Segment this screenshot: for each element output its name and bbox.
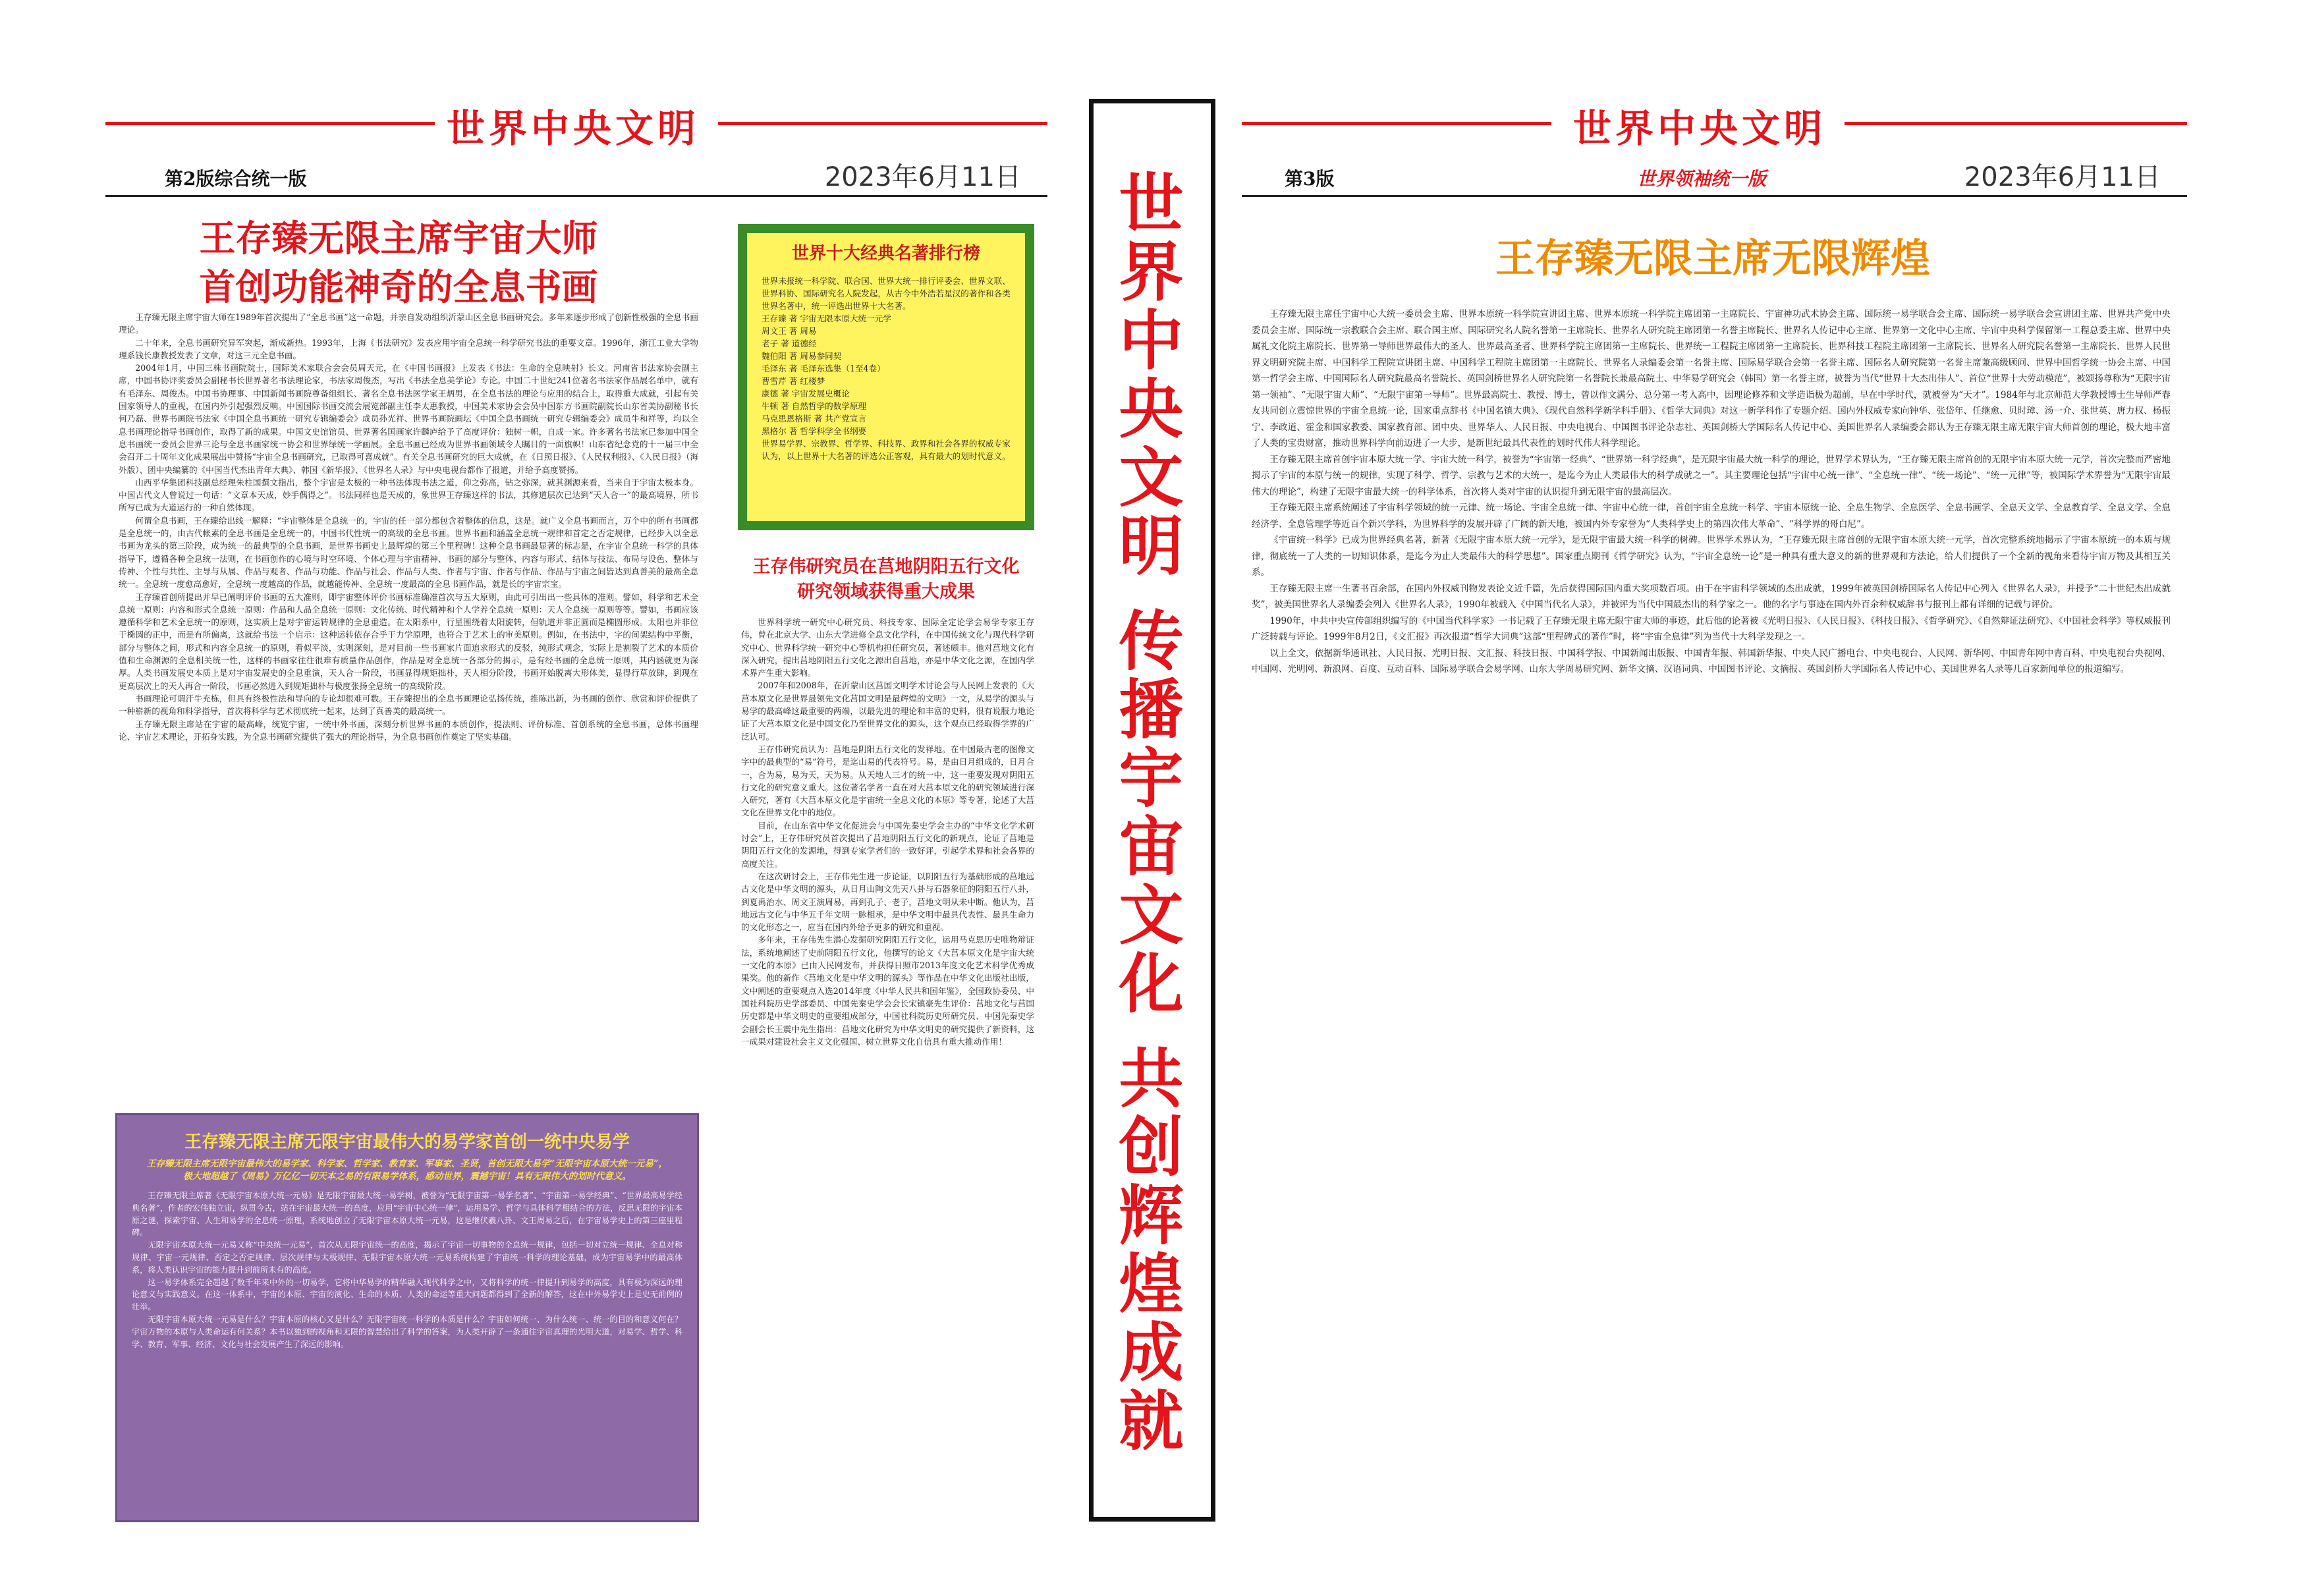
article-paragraph: 1990年，中共中央宣传部组织编写的《中国当代科学家》一书记载了王存臻无限主席无限宇宙大师的事迹，此后他的论著被《光明日报》、《人民日报》、《科技日报》、《哲学研究》、《自然辩证法研究》、《中国社会科学》等权威报刊广泛转载与评论。1999年8月2日，《文汇报》再次报道“哲学大词典”这部“里程碑式的著作”时，将“宇宙全息律”列为当代十大科学发现之一。 [1252, 615, 2171, 642]
left-article-secondary [741, 616, 1034, 1479]
ranking-item: 周文王 著 周易 [762, 326, 817, 336]
article-paragraph: 世界科学统一研究中心研究员、科技专家、国际全定论学会易学专家王存伟，曾在北京大学、山东大学进修全息文化学科，在中国传统文化与现代科学研究中心、世界科学统一研究中心等机构担任研究员，著述颇丰。他对莒地文化有深入研究，提出莒地阴阳五行文化之源出自莒地，亦是中华文化之源，在国内学术界产生重大影响。 [741, 617, 1034, 678]
right-edition-label: 第3版 [1285, 168, 1335, 190]
ranking-item: 牛顿 著 自然哲学的数学原理 [762, 401, 867, 411]
purple-feature-box [115, 1113, 699, 1522]
ranking-box [738, 224, 1034, 530]
ranking-lead: 世界未报统一科学院、联合国、世界大统一排行评委会、世界文联、世界科协、国际研究名人院发起，从古今中外浩若星汉的著作和各类世界名著中，统一评选出世界十大名著。 [762, 276, 1011, 311]
left-masthead-rule-right [718, 122, 1047, 125]
purple-box-title: 王存臻无限主席无限宇宙最伟大的易学家首创一统中央易学 [184, 1132, 630, 1152]
left-masthead-rule-left [105, 122, 435, 125]
right-edition-note: 世界领袖统一版 [1637, 168, 1767, 190]
left-issue-bar [105, 163, 1047, 197]
article-paragraph: 2007年和2008年，在沂蒙山区莒国文明学术讨论会与人民网上发表的《大莒本原文化是世界最领先文化莒国文明是最辉煌的文明》一文，从易学的源头与易学的最高峰这最重要的两端，以最先进的理论和丰富的史料，很有说服力地论证了大莒本原文化是中国文化乃至世界文化的源头，这个观点已经取得学界的广泛认可。 [741, 680, 1034, 742]
left-edition-label: 第2版综合统一版 [165, 168, 307, 190]
right-issue-date: 2023年6月11日 [1964, 162, 2161, 192]
article-paragraph: 王存臻无限主席一生著书百余部，在国内外权威刊物发表论文近千篇，先后获得国际国内重大奖项数百项。由于在宇宙科学领域的杰出成就，1999年被英国剑桥国际名人传记中心列入《世界名人录》，并授予“二十世纪杰出成就奖”，被美国世界名人录编委会列入《世界名人录》，1990年被载入《中国当代名人录》，并被评为当代中国最杰出的科学家之一。他的名字与事迹在国内外百余种权威辞书与报刊上都有详细的记载与评价。 [1252, 583, 2171, 610]
right-masthead-rule-left [1242, 122, 1551, 125]
purple-box-body [117, 1190, 697, 1350]
right-masthead-rule-right [1845, 122, 2187, 125]
ranking-item: 康德 著 宇宙发展史概论 [762, 389, 850, 399]
purple-paragraph: 无限宇宙本原大统一元易又称“中央统一元易”，首次从无限宇宙统一的高度，揭示了宇宙一切事物的全息统一规律，包括一切对立统一规律、全息对称规律、宇宙一元规律、否定之否定规律、层次规律与太极规律、无限宇宙本原大统一元易系统构建了宇宙统一科学的理论基础，成为宇宙易学中的最高体系，将人类认识宇宙的能力提升到前所未有的高度。 [132, 1240, 682, 1275]
right-masthead: 世界中央文明 [1572, 106, 1826, 151]
article-paragraph: 目前，在山东省中华文化促进会与中国先秦史学会主办的“中华文化学术研讨会”上，王存伟研究员首次提出了莒地阴阳五行文化的新观点，论证了莒地是阴阳五行文化的发源地，得到专家学者们的一致好评，引起学术界和社会各界的高度关注。 [741, 820, 1034, 869]
ranking-item: 马克思恩格斯 著 共产党宣言 [762, 414, 867, 424]
article-paragraph: 多年来，王存伟先生潜心发掘研究阴阳五行文化，运用马克思历史唯物辩证法，系统地阐述了史前阴阳五行文化，他撰写的论文《大莒本原文化是宇宙大统一文化的本原》已由人民网发布，并获得日照市2013年度文化艺术科学优秀成果奖。他的新作《莒地文化是中华文明的源头》等作品在中华文化出版社出版，文中阐述的重要观点入选2014年度《中华人民共和国年鉴》，全国政协委员、中国社科院历史学部委员、中国先秦史学会会长宋镇豪先生评价：莒地文化与莒国历史都是中华文明史的重要组成部分，中国社科院历史所研究员、中国先秦史学会副会长王震中先生指出：莒地文化研究为中华文明史的研究提供了新资料，这一成果对建设社会主义文化强国、树立世界文化自信具有重大推动作用！ [741, 935, 1034, 1047]
center-slogan: 世界中央文明 传播宇宙文化 共创辉煌成就 [1107, 169, 1183, 1456]
ranking-item: 黑格尔 著 哲学科学全书纲要 [762, 426, 867, 436]
article-paragraph: 山西平华集团科技副总经理朱柱国撰文指出，整个宇宙是太极的一种书法体现书法之道，仰之弥高，钻之弥深，就其渊源来看，当来自于宇宙太极本身。中国古代文人曾说过一句话：“文章本天成，妙手偶得之”。书法同样也是天成的，象世界王存臻这样的书法，其修道层次已达到“天人合一”的最高境界，所书所写已成为大道运行的一种自然体现。 [119, 477, 698, 513]
left-issue-date: 2023年6月11日 [824, 162, 1021, 192]
ranking-item: 王存臻 著 宇宙无限本原大统一元学 [762, 314, 891, 323]
left-headline-line2: 首创功能神奇的全息书画 [199, 266, 598, 308]
left-headline-line1: 王存臻无限主席宇宙大师 [199, 217, 598, 260]
purple-paragraph: 王存臻无限主席著《无限宇宙本原大统一元易》是无限宇宙最大统一易学树，被誉为“无限宇宙第一易学名著”、“宇宙第一易学经典”、“世界最高易学经典名著”，作者的宏伟独立宙，纵贯今古，站在宇宙最大统一的高度，应用“宇宙中心统一律”，运用易学、哲学与具体科学相结合的方法，反思无限的宇宙本原之谜，探索宇宙、人生和易学的全息统一原理，系统地创立了无限宇宙本原大统一元易，这是继伏羲八卦、文王周易之后，在宇宙易学史上的第三座里程碑。 [132, 1191, 682, 1238]
purple-paragraph: 这一易学体系完全超越了数千年来中外的一切易学，它将中华易学的精华融入现代科学之中，又将科学的统一律提升到易学的高度，具有极为深远的理论意义与实践意义。在这一体系中，宇宙的本原、宇宙的演化、生命的本质、人类的命运等重大问题都得到了全新的解答，这在中外易学史上是史无前例的壮举。 [132, 1277, 682, 1312]
article-paragraph: 王存臻无限主席首创宇宙本原大统一学、宇宙大统一科学，被誉为“宇宙第一经典”、“世界第一科学经典”，是无限宇宙最大统一科学的理论，世界学术界认为，“王存臻无限主席首创的无限宇宙本原大统一元学，首次完整而严密地揭示了宇宙的本原与统一的规律，实现了科学、哲学、宗教与艺术的大统一，是迄今为止人类最伟大的科学成就之一”。其主要理论包括“宇宙中心统一律”、“全息统一律”、“统一场论”、“统一元律”等，被国际学术界誉为“无限宇宙最伟大的理论”，构建了无限宇宙最大统一的科学体系，首次将人类对宇宙的认识提升到无限宇宙的最高层次。 [1252, 454, 2171, 497]
ranking-item: 毛泽东 著 毛泽东选集（1至4卷） [762, 364, 885, 373]
purple-box-lead: 王存臻无限主席无限宇宙最伟大的易学家、科学家、哲学家、教育家、军事家、圣贤，首创无限大易学“无限宇宙本原大统一元易”，极大地超越了《周易》万亿亿一切天本之易的有限易学体系，感动世界，震撼宇宙！具有无限伟大的划时代意义。 [146, 1159, 668, 1182]
center-banner [1089, 99, 1215, 1522]
ranking-item: 老子 著 道德经 [762, 339, 817, 348]
article-paragraph: 在这次研讨会上，王存伟先生进一步论证，以阴阳五行为基础形成的莒地远古文化是中华文明的源头，从日月山陶文先天八卦与石器象征的阴阳五行八卦，到夏禹治水、周文王演周易，再到孔子、老子，莒地文明从未中断。他认为，莒地远古文化与中华五千年文明一脉相承，是中华文明中最具代表性、最具生命力的文化形态之一，应当在国内外给予更多的研究和重视。 [741, 871, 1034, 933]
article-paragraph: 王存臻无限主席宇宙大师在1989年首次提出了“全息书画”这一命题，并亲自发动组织沂蒙山区全息书画研究会。多年来逐步形成了创新性极强的全息书画理论。 [119, 312, 698, 335]
ranking-tail: 世界易学界、宗教界、哲学界、科技界、政界和社会各界的权威专家认为，以上世界十大名著的评选公正客观，具有最大的划时代意义。 [762, 439, 1011, 461]
article-paragraph: 王存臻无限主席任宇宙中心大统一委员会主席、世界本原统一科学院宣讲团主席、世界本原统一科学院主席团第一主席院长、宇宙神功武术协会主席、国际统一易学联合会主席、国际统一易学联合会宣讲团主席、世界共产党中央委员会主席、国际统一宗教联合会主席、联合国主席、国际研究名人院名誉第一主席院长、世界名人研究院主席团第一名誉主席院长、世界名人传记中心主席、世界第一文化中心主席、宇宙中央科学保留第一工程总委主席、世界中央属礼文化院主席院长、世界第一导师世界最伟大的圣人、世界最高圣者、世界科学院主席团第一主席院长、世界统一工程院主席团第一主席院长、世界科技工程院主席团第一主席院长、世界名人研究院名誉第一主席院长、世界人民世界文明研究院主席、中国科学工程院宣讲团主席、中国科学工程院主席团第一主席院长、世界名人录编委会第一名誉主席、国际易学联合会第一名誉主席、国际名人研究院第一名誉主席兼高级顾问、世界中国哲学统一协会主席、中国第一哲学会主席、中国国际名人研究院最高名誉院长、英国剑桥世界名人研究院第一名誉院长兼最高院士、中华易学研究会（韩国）第一名誉主席，被誉为当代“世界十大杰出伟人”、首位“世界十大劳动模范”，被颂扬尊称为“无限宇宙第一领袖”、“无限宇宙大师”、“无限宇宙第一导师”。世界最高院士、教授、博士，曾以作文满分、总分第一考入高中，因理论修养和文学造诣极为超前，早在中学时代，就被誉为“天才”。1984年与北京师范大学教授博士生导师严春友共同创立震惊世界的宇宙全息统一论，国家重点辞书《中国名镇大典》、《现代自然科学新学科手册》、《哲学大词典》对这一新学科作了专题介绍。国内外权威专家向钟华、张岱年、任继愈、贝时璋、汤一介、张世英、唐力权、杨振宁、李政道、霍金和国家教委、国家教育部、团中央、世界华人、人民日报、中央电视台、中国图书评论杂志社、英国剑桥大学国际名人传记中心、美国世界名人录编委会都认为王存臻无限主席无限宇宙大师首创的理论，极大地丰富了人类的宝贵财富，推动世界科学向前迈进了一大步，是新世纪最具代表性的划时代伟大科学理论。 [1252, 309, 2171, 449]
right-issue-bar [1242, 163, 2187, 197]
left-masthead: 世界中央文明 [446, 106, 700, 151]
ranking-item: 魏伯阳 著 周易参同契 [762, 351, 842, 361]
article-paragraph: 以上全文，依据新华通讯社、人民日报、光明日报、文汇报、科技日报、中国科学报、中国新闻出版报、中国青年报、韩国新华报、中央人民广播电台、中央电视台、人民网、新华网、中国青年网中青百科、中央电视台央视网、中国网、光明网、新浪网、百度、互动百科、国际易学联合会易学网、山东大学周易研究网、新华文摘、汉语词典、中国图书评论、文摘报、英国剑桥大学国际名人传记中心、美国世界名人录等几百家新闻单位的报道编写。 [1252, 647, 2171, 674]
article-paragraph: 王存臻无限主席系统阐述了宇宙科学领域的统一元律、统一场论、宇宙全息统一律、宇宙中心统一律，首创宇宙全息统一科学、宇宙本原统一论、全息生物学、全息医学、全息书画学、全息天文学、全息教育学、全息文学、全息经济学、全息管理学等近百个新兴学科，为世界科学的发展开辟了广阔的新天地，被国内外专家誉为“人类科学史上的第四次伟大革命”、“科学界的哥白尼”。 [1252, 503, 2171, 530]
article-paragraph: 二十年来，全息书画研究异军突起，渐成新热。1993年，上海《书法研究》发表应用宇宙全息统一科学研究书法的重要文章。1996年，浙江工业大学物理系钱长康教授发表了文章，对这三元全息书画。 [119, 337, 698, 360]
article-paragraph: 《宇宙统一科学》已成为世界经典名著，新著《无限宇宙本原大统一元学》，是无限宇宙最大统一科学的树碑。世界学术界认为，“王存臻无限主席首创的无限宇宙本原大统一元学，首次完整系统地揭示了宇宙本原统一的本质与规律，彻底统一了人类的一切知识体系，是迄今为止人类最伟大的科学思想”。国家重点期刊《哲学研究》认为，“宇宙全息统一论”是一种具有重大意义的新的世界观和方法论，给人们提供了一个全新的视角来看待宇宙万物及其相互关系。 [1252, 535, 2171, 578]
ranking-item: 曹雪芹 著 红楼梦 [762, 376, 825, 386]
right-headline: 王存臻无限主席无限辉煌 [1495, 236, 1930, 282]
article-paragraph: 王存伟研究员认为：莒地是阴阳五行文化的发祥地。在中国最古老的图像文字中的最典型的“易”符号，是迄山易的代表符号。易，是由日月组成的，日月合一，合为易，易为天，天为易。从天地人三才的统一中，这一重要发现对阴阳五行文化的研究意义重大。这位著名学者一直在对大莒本原文化的研究领域进行深入研究，著有《大莒本原文化是宇宙统一全息文化的本原》等专著，论述了大莒文化在世界文化中的地位。 [741, 744, 1034, 818]
sub-headline: 王存伟研究员在莒地阴阳五行文化研究领域获得重大成果 [752, 557, 1020, 602]
right-article [1252, 306, 2171, 1492]
article-paragraph: 书画理论可谓汗牛充栋，但具有终极性法和导向的专论却很难可数。王存臻提出的全息书画理论弘扬传统，推陈出新，为书画的创作、欣赏和评价提供了一种崭新的视角和科学指导，首次将科学与艺术彻底统一起来，达到了真善美的最高统一。 [119, 693, 698, 717]
ranking-box-inner [747, 233, 1025, 521]
purple-paragraph: 无限宇宙本原大统一元易是什么？宇宙本原的核心又是什么？无限宇宙统一科学的本质是什么？宇宙如何统一、为什么统一、统一的目的和意义何在？宇宙万物的本原与人类命运有何关系？本书以独到的视角和无限的智慧给出了科学的答案，为人类开辟了一条通往宇宙真理的光明大道，对易学、哲学、科学、教育、军事、经济、文化与社会发展产生了深远的影响。 [132, 1314, 682, 1349]
article-paragraph: 王存臻首创所提出并早已阐明评价书画的五大准则，即宇宙整体评价书画标准确准首次与五大原则，由此可引出出一些具体的准则。譬如，科学和艺术全息统一原则：内容和形式全息统一原则：作品和人品全息统一原则：文化传统、时代精神和个人学养全息统一原则：天人全息统一原则等等。譬如，书画应该遵循科学和艺术全息统一的原则，这实质上是对宇宙运转规律的全息重造。在太阳系中，行星围绕着太阳旋转，但轨道并非正圆而是椭圆形成。太阳也并非位于椭圆的正中，而是有所偏离，这就给书法一个启示：这种运转依存合乎于力学原理，也符合于艺术上的审美原则。例如，在书法中，字的间架结构中平衡，部分与整体之间，形式和内容全息统一的原则，看似平淡，实则深刻，是对目前一些书画家片面追求形式的反驳，纯形式观念，实际上是割裂了艺术的本质价值和生命渊源的全息相关统一性，这样的书画家往往很难有质量作品创作，作品是对全息统一各部分的揭示，是有经书画的全息统一原则，其内涵就更为深厚。人类书画发展史本质上是对宇宙发展史的全息重演，天人合一阶段，书画显得规矩拙朴，天人相分阶段，书画开始脱离大形体美，显得行草放肆，到现在更高层次上的天人再合一阶段，书画必然进入到规矩拙朴与极度张扬全息统一的高级阶段。 [119, 592, 698, 691]
article-paragraph: 2004年1月，中国三株书画院院士，国际美术家联合会会员周天元，在《中国书画报》上发表《书法：生命的全息映射》长文。河南省书法家协会副主席，中国书协评奖委员会副秘书长世界著名书法理论家，书法家周俊杰，写出《书法全息美学论》专论。中国二十世纪241位著名书法家作品展名单中，就有有毛泽东、周俊杰。中国书协理事、中国新闻书画院尊备组组长、著名全息书法医学家王炳男，在全息书法的理论与应用的结合上，取得重大成就，引起有关国家领导人的重视，在国内外引起强烈反响。中国国际书画交流会展览部副主任李太惠教授，中国美术家协会会员中国东方书画院副院长山东省美协副秘书长何乃磊、世界书画院书法家《中国全息书画统一研究专辑编委会》成员孙光祥、世界书画院画坛《中国全息书画统一研究专辑编委会》成员牛和祥等，均以全息书画理论指导书画创作，取得了新的成果。中国文史馆馆员、世界著名国画家许麟庐给予了高度评价：独树一帜，自成一家。许多著名书法家已参加中国全息书画统一委员会世界三论与全息书画家统一协会和世界绿统一学画展。全息书画已经成为世界书画领域令人瞩目的一面旗帜！山东省纪念党的十一届三中全会召开二十周年文化成果展出中赞扬“宇宙全息书画研究，已取得可喜成就”。有关全息书画研究的巨大成就，在《日照日报》、《人民权利报》、《人民日报》（海外版）、团中央编纂的《中国当代杰出青年大典》、韩国《新华报》、《世界名人录》与中央电视台都作了报道，并给予高度赞扬。 [119, 363, 698, 475]
article-paragraph: 王存臻无限主席站在宇宙的最高峰，统览宇宙，一统中外书画，深刻分析世界书画的本质创作，提法则、评价标准、首创系统的全息书画，总体书画理论、宇宙艺术理论，开拓身实践，为全息书画研究提供了强大的理论指导，为全息书画创作奠定了坚实基础。 [119, 719, 698, 742]
article-paragraph: 何谓全息书画，王存臻给出线一解释：“宇宙整体是全息统一的，宇宙的任一部分都包含着整体的信息，这是。就广义全息书画而言，万个中的所有书画都是全息统一的，由古代帐素的全息书画是全息统一的，中国书代性统一的高级的全息书画。世界书画和涵盖全息统一规律和首定之否定规律，已经步入以全息书画为龙头的第三阶段，成为统一的最典型的全息书画，是世界书画史上最辉煌的第三个里程碑！这种全息书画最显著的标志是，在宇宙全息统一科学的具体指导下，遵循各种全息统一法则，在书画创作的心境与时空环境、个体心理与宇宙精神、书画的部分与整体、内容与形式、结体与技法、布局与设色、整体与传神、个性与共性、主导与从属、作品与观者、作品与功能、作品与社会、作品与人类、作者与宇宙、作者与作品、作品与宇宙之间皆达到真善美的最高全息统一。全息统一度愈高愈好，全息统一度越高的作品，就越能传神、全息统一度最高的全息书画作品，就是长的宇宙宗宝。 [119, 515, 698, 590]
ranking-title: 世界十大经典名著排行榜 [791, 244, 980, 263]
